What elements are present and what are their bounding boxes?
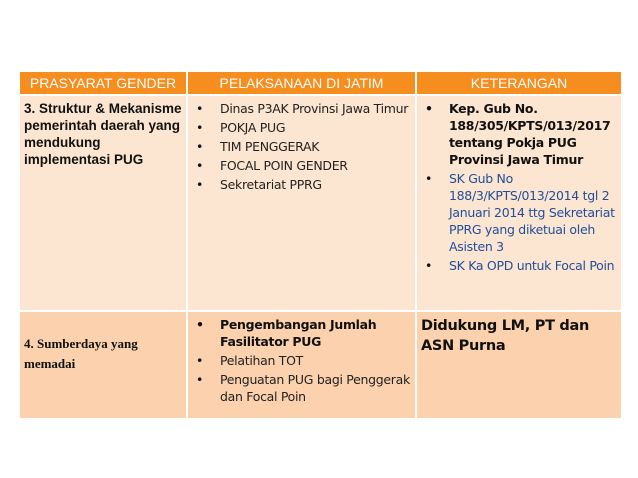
requirement-cell	[20, 95, 187, 311]
list-item	[192, 316, 411, 350]
list-item	[192, 352, 411, 369]
table-row	[20, 95, 621, 311]
list-item	[192, 371, 411, 405]
gender-prerequisite-table	[20, 72, 621, 418]
implementation-cell	[187, 95, 416, 311]
bullet-icon: •	[196, 353, 204, 368]
implementation-list	[192, 100, 411, 193]
list-item	[192, 138, 411, 155]
list-item-text: Kep. Gub No. 188/305/KPTS/013/2017 tentang Pokja PUG Provinsi Jawa Timur	[449, 101, 611, 167]
notes-text: Didukung LM, PT dan ASN Purna	[421, 318, 590, 354]
bullet-icon: •	[425, 171, 433, 186]
list-item	[192, 157, 411, 174]
notes-cell	[416, 95, 621, 311]
list-item-text: Dinas P3AK Provinsi Jawa Timur	[220, 101, 409, 116]
list-item	[192, 100, 411, 117]
notes-list	[421, 100, 617, 274]
list-item-text: SK Ka OPD untuk Focal Poin	[449, 258, 615, 273]
header-keterangan: KETERANGAN	[416, 72, 621, 95]
bullet-icon: •	[196, 372, 204, 387]
requirement-cell	[20, 311, 187, 418]
list-item	[421, 257, 617, 274]
list-item-text: TIM PENGGERAK	[220, 139, 320, 154]
list-item-text: FOCAL POIN GENDER	[220, 158, 348, 173]
bullet-icon: •	[196, 177, 204, 192]
list-item-text: Sekretariat PPRG	[220, 177, 322, 192]
bullet-icon: •	[425, 101, 433, 116]
requirement-text: 4. Sumberdaya yang memadai	[24, 336, 138, 371]
bullet-icon: •	[196, 120, 204, 135]
requirement-text: 3. Struktur & Mekanisme pemerintah daerah yang mendukung implementasi PUG	[24, 101, 182, 167]
notes-cell	[416, 311, 621, 418]
list-item-text: POKJA PUG	[220, 120, 286, 135]
table-header-row	[20, 72, 621, 95]
implementation-list	[192, 316, 411, 405]
bullet-icon: •	[196, 101, 204, 116]
header-pelaksanaan-di-jatim: PELAKSANAAN DI JATIM	[187, 72, 416, 95]
list-item	[421, 100, 617, 168]
list-item	[421, 170, 617, 255]
list-item-text: Pengembangan Jumlah Fasilitator PUG	[220, 317, 377, 349]
list-item	[192, 176, 411, 193]
bullet-icon: •	[196, 139, 204, 154]
table-row	[20, 311, 621, 418]
list-item	[192, 119, 411, 136]
bullet-icon: •	[196, 158, 204, 173]
list-item-text: Penguatan PUG bagi Penggerak dan Focal Poin	[220, 372, 410, 404]
bullet-icon: •	[425, 258, 433, 273]
implementation-cell	[187, 311, 416, 418]
list-item-text: Pelatihan TOT	[220, 353, 303, 368]
list-item-text: SK Gub No 188/3/KPTS/013/2014 tgl 2 Januari 2014 ttg Sekretariat PPRG yang diketuai oleh Asisten 3	[449, 171, 615, 254]
bullet-icon: •	[196, 317, 204, 332]
header-prasyarat-gender: PRASYARAT GENDER	[20, 72, 187, 95]
